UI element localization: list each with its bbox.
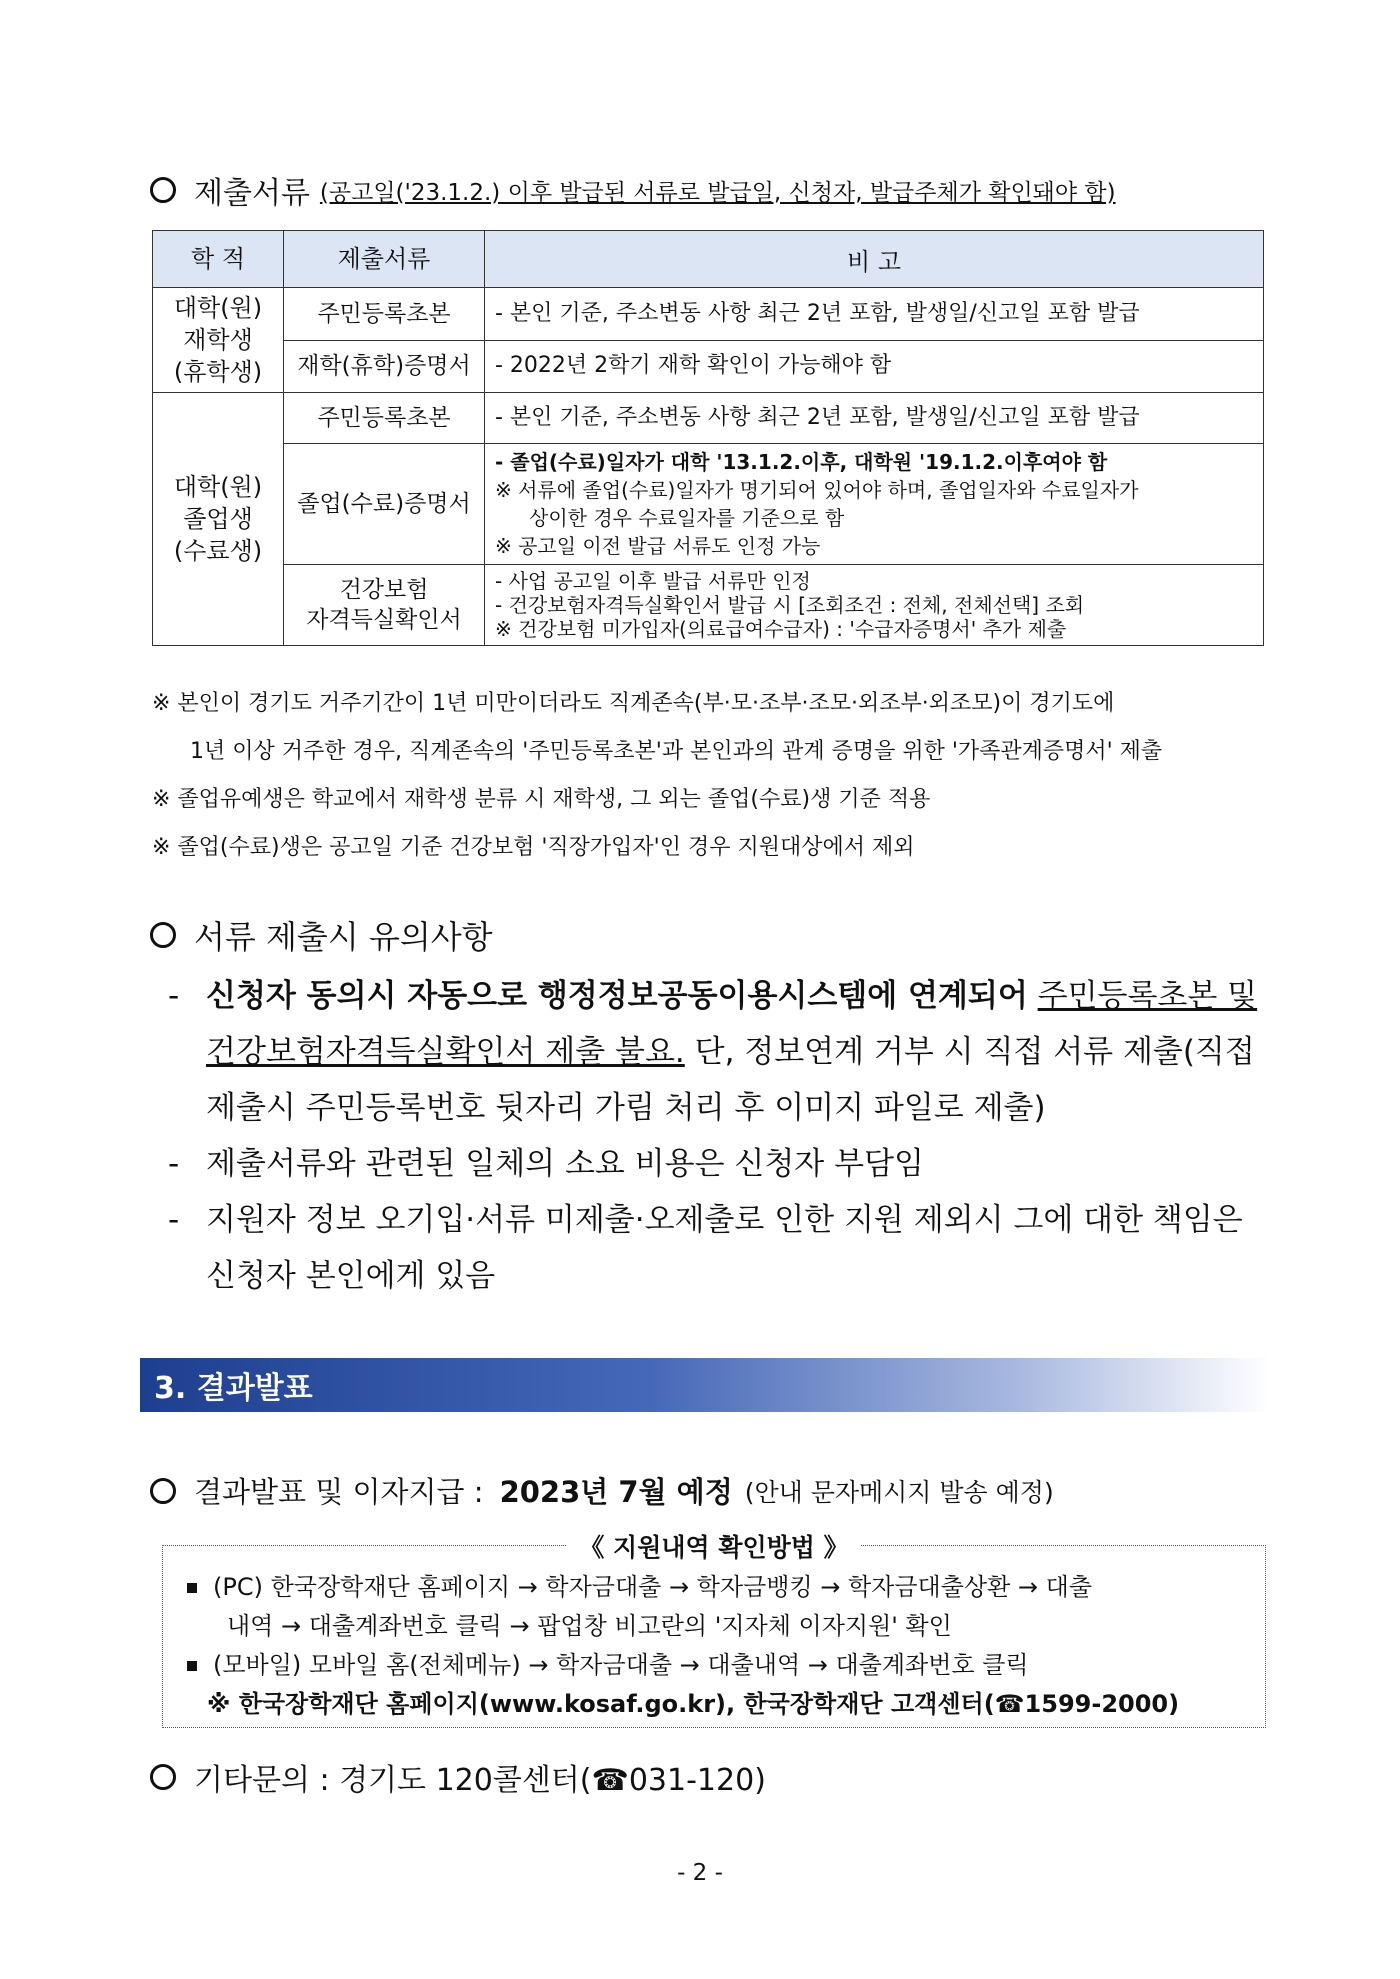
circle-bullet-icon xyxy=(150,177,176,203)
heading-cautions xyxy=(150,912,493,958)
results-date: 2023년 7월 예정 xyxy=(499,1475,733,1509)
table-row xyxy=(153,288,1264,341)
box-line-text: (PC) 한국장학재단 홈페이지 → 학자금대출 → 학자금뱅킹 → 학자금대출상환 → 대출 xyxy=(213,1573,1093,1601)
note-line: - 본인 기준, 주소변동 사항 최근 2년 포함, 발생일/신고일 포함 발급 xyxy=(495,300,1140,326)
square-bullet-icon xyxy=(187,1661,197,1671)
box-body xyxy=(187,1568,1247,1724)
footnote: ※ 본인이 경기도 거주기간이 1년 미만이더라도 직계존속(부·모·조부·조모·외조부·외조모)이 경기도에 xyxy=(152,691,1115,716)
note-line: 상이한 경우 수료일자를 기준으로 함 xyxy=(529,506,845,530)
status-enrolled xyxy=(153,288,284,393)
table-row xyxy=(153,444,1264,565)
box-title-wrap xyxy=(163,1528,1265,1564)
box-line xyxy=(187,1646,1247,1685)
note-line: - 건강보험자격득실확인서 발급 시 [조회조건 : 전체, 전체선택] 조회 xyxy=(495,593,1085,617)
status-line: 대학(원) xyxy=(173,473,263,501)
note-cell xyxy=(485,565,1264,646)
list-item: - 제출서류와 관련된 일체의 소요 비용은 신청자 부담임 xyxy=(168,1136,1278,1192)
caution-underline: 주민등록초본 및 건강보험자격득실확인서 제출 불요. xyxy=(206,978,1258,1070)
note-line: ※ 공고일 이전 발급 서류도 인정 가능 xyxy=(495,534,821,558)
results-note: (안내 문자메시지 발송 예정) xyxy=(744,1477,1054,1507)
note-line: - 사업 공고일 이후 발급 서류만 인정 xyxy=(495,569,811,593)
note-cell xyxy=(485,393,1264,444)
box-line xyxy=(187,1568,1247,1607)
doc-cell: 주민등록초본 xyxy=(284,393,485,444)
table-header-row xyxy=(153,231,1264,288)
heading-documents-note: (공고일('23.1.2.) 이후 발급된 서류로 발급일, 신청자, 발급주체가 확인돼야 함) xyxy=(319,179,1116,206)
table-row xyxy=(153,393,1264,444)
note-cell xyxy=(485,444,1264,565)
caution-rest: 단, 정보연계 거부 시 직접 서류 제출(직접 제출시 주민등록번호 뒷자리 가림 처리 후 이미지 파일로 제출) xyxy=(206,1034,1255,1126)
status-line: 재학생 xyxy=(183,326,253,354)
heading-inquiry xyxy=(150,1755,766,1799)
note-line: ※ 서류에 졸업(수료)일자가 명기되어 있어야 하며, 졸업일자와 수료일자가 xyxy=(495,478,1139,502)
caution-list xyxy=(168,968,1278,1304)
table-row xyxy=(153,340,1264,393)
doc-line: 자격득실확인서 xyxy=(306,607,462,633)
page-number: - 2 - xyxy=(677,1860,723,1886)
note-cell xyxy=(485,340,1264,393)
header-status: 학 적 xyxy=(153,231,284,288)
footnote: ※ 졸업(수료)생은 공고일 기준 건강보험 '직장가입자'인 경우 지원대상에서 제외 xyxy=(152,835,915,860)
footnote: 1년 이상 거주한 경우, 직계존속의 '주민등록초본'과 본인과의 관계 증명을 위한 '가족관계증명서' 제출 xyxy=(190,739,1163,764)
heading-results xyxy=(150,1470,1054,1511)
header-remarks: 비 고 xyxy=(485,231,1264,288)
check-method-box xyxy=(162,1533,1266,1728)
note-line: - 졸업(수료)일자가 대학 '13.1.2.이후, 대학원 '19.1.2.이후여야 함 xyxy=(495,450,1108,474)
table-row xyxy=(153,565,1264,646)
box-title: 《 지원내역 확인방법 》 xyxy=(567,1533,860,1562)
inquiry-text: 기타문의 : 경기도 120콜센터(☎031-120) xyxy=(194,1763,766,1798)
section-header-results: 3. 결과발표 xyxy=(140,1358,1270,1412)
circle-bullet-icon xyxy=(150,1764,176,1790)
note-line: ※ 건강보험 미가입자(의료급여수급자) : '수급자증명서' 추가 제출 xyxy=(495,617,1067,641)
box-line: 내역 → 대출계좌번호 클릭 → 팝업창 비고란의 '지자체 이자지원' 확인 xyxy=(227,1612,952,1640)
header-document: 제출서류 xyxy=(284,231,485,288)
note-line: - 2022년 2학기 재학 확인이 가능해야 함 xyxy=(495,353,892,379)
status-line: 졸업생 xyxy=(183,505,253,533)
circle-bullet-icon xyxy=(150,922,176,948)
status-line: 대학(원) xyxy=(173,294,263,322)
documents-table xyxy=(152,230,1264,646)
box-line-text: (모바일) 모바일 홈(전체메뉴) → 학자금대출 → 대출내역 → 대출계좌번호 클릭 xyxy=(213,1651,1029,1679)
note-line: - 본인 기준, 주소변동 사항 최근 2년 포함, 발생일/신고일 포함 발급 xyxy=(495,405,1140,430)
footnote: ※ 졸업유예생은 학교에서 재학생 분류 시 재학생, 그 외는 졸업(수료)생 기준 적용 xyxy=(152,787,931,812)
status-line: (수료생) xyxy=(173,537,263,565)
status-graduated xyxy=(153,393,284,646)
circle-bullet-icon xyxy=(150,1478,176,1504)
status-line: (휴학생) xyxy=(173,358,263,386)
list-item: - 지원자 정보 오기입·서류 미제출·오제출로 인한 지원 제외시 그에 대한 책임은 신청자 본인에게 있음 xyxy=(168,1192,1278,1304)
doc-cell: 재학(휴학)증명서 xyxy=(284,340,485,393)
heading-documents-title: 제출서류 xyxy=(194,176,310,211)
heading-documents xyxy=(150,168,1116,212)
doc-cell xyxy=(284,565,485,646)
results-label: 결과발표 및 이자지급 : xyxy=(194,1475,484,1509)
box-contact-line: ※ 한국장학재단 홈페이지(www.kosaf.go.kr), 한국장학재단 고객센터(☎1599-2000) xyxy=(207,1690,1180,1718)
footnotes xyxy=(152,680,1272,872)
doc-cell: 졸업(수료)증명서 xyxy=(284,444,485,565)
caution-bold: 신청자 동의시 자동으로 행정정보공동이용시스템에 연계되어 xyxy=(206,978,1028,1014)
heading-cautions-title: 서류 제출시 유의사항 xyxy=(194,918,493,956)
list-item xyxy=(168,968,1278,1136)
note-cell xyxy=(485,288,1264,341)
square-bullet-icon xyxy=(187,1583,197,1593)
doc-cell: 주민등록초본 xyxy=(284,288,485,341)
doc-line: 건강보험 xyxy=(339,577,429,603)
